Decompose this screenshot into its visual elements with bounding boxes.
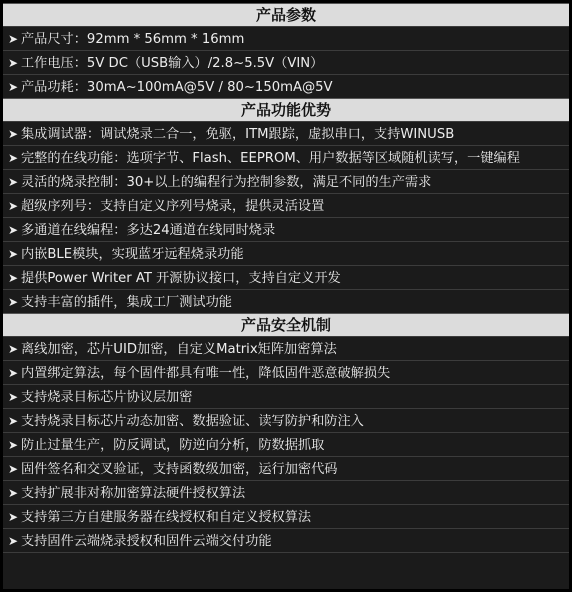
arrow-bullet-icon: ➤ (8, 56, 19, 70)
row-text: 支持扩展非对称加密算法硬件授权算法 (21, 486, 246, 501)
arrow-bullet-icon: ➤ (8, 462, 19, 476)
row-text: 灵活的烧录控制：30+以上的编程行为控制参数，满足不同的生产需求 (21, 175, 432, 190)
row-text: 超级序列号：支持自定义序列号烧录，提供灵活设置 (21, 199, 325, 214)
security-row (3, 336, 569, 360)
arrow-bullet-icon: ➤ (8, 438, 19, 452)
row-text: 固件签名和交叉验证，支持函数级加密，运行加密代码 (21, 462, 338, 477)
arrow-bullet-icon: ➤ (8, 534, 19, 548)
feature-row (3, 289, 569, 313)
arrow-bullet-icon: ➤ (8, 151, 19, 165)
security-row (3, 360, 569, 384)
feature-row (3, 145, 569, 169)
arrow-bullet-icon: ➤ (8, 175, 19, 189)
spec-row (3, 26, 569, 50)
row-text: 支持烧录目标芯片协议层加密 (21, 390, 193, 405)
arrow-bullet-icon: ➤ (8, 390, 19, 404)
arrow-bullet-icon: ➤ (8, 127, 19, 141)
security-row (3, 432, 569, 456)
spec-table (3, 3, 569, 589)
arrow-bullet-icon: ➤ (8, 199, 19, 213)
arrow-bullet-icon: ➤ (8, 271, 19, 285)
row-text: 防止过量生产，防反调试，防逆向分析，防数据抓取 (21, 438, 325, 453)
row-text: 支持固件云端烧录授权和固件云端交付功能 (21, 534, 272, 549)
arrow-bullet-icon: ➤ (8, 247, 19, 261)
arrow-bullet-icon: ➤ (8, 486, 19, 500)
security-row (3, 384, 569, 408)
table-bottom (3, 552, 569, 589)
security-row (3, 528, 569, 552)
security-row (3, 504, 569, 528)
section-title-features: 产品功能优势 (3, 98, 569, 121)
security-row (3, 456, 569, 480)
feature-row (3, 169, 569, 193)
arrow-bullet-icon: ➤ (8, 510, 19, 524)
row-text: 离线加密，芯片UID加密，自定义Matrix矩阵加密算法 (21, 342, 337, 357)
row-text: 内嵌BLE模块，实现蓝牙远程烧录功能 (21, 247, 244, 262)
arrow-bullet-icon: ➤ (8, 414, 19, 428)
arrow-bullet-icon: ➤ (8, 342, 19, 356)
row-text: 产品尺寸：92mm * 56mm * 16mm (21, 32, 245, 47)
feature-row (3, 193, 569, 217)
row-text: 提供Power Writer AT 开源协议接口，支持自定义开发 (21, 271, 341, 286)
security-row (3, 480, 569, 504)
arrow-bullet-icon: ➤ (8, 223, 19, 237)
arrow-bullet-icon: ➤ (8, 295, 19, 309)
row-text: 支持第三方自建服务器在线授权和自定义授权算法 (21, 510, 312, 525)
section-title-security: 产品安全机制 (3, 313, 569, 336)
feature-row (3, 121, 569, 145)
arrow-bullet-icon: ➤ (8, 366, 19, 380)
security-row (3, 408, 569, 432)
feature-row (3, 265, 569, 289)
row-text: 支持丰富的插件，集成工厂测试功能 (21, 295, 232, 310)
feature-row (3, 241, 569, 265)
feature-row (3, 217, 569, 241)
spec-row (3, 50, 569, 74)
arrow-bullet-icon: ➤ (8, 32, 19, 46)
row-text: 内置绑定算法，每个固件都具有唯一性，降低固件恶意破解损失 (21, 366, 391, 381)
section-title-specs: 产品参数 (3, 3, 569, 26)
row-text: 多通道在线编程：多达24通道在线同时烧录 (21, 223, 276, 238)
spec-row (3, 74, 569, 98)
row-text: 产品功耗：30mA~100mA@5V / 80~150mA@5V (21, 80, 333, 95)
row-text: 完整的在线功能：选项字节、Flash、EEPROM、用户数据等区域随机读写，一键编程 (21, 151, 520, 166)
row-text: 支持烧录目标芯片动态加密、数据验证、读写防护和防注入 (21, 414, 364, 429)
row-text: 集成调试器：调试烧录二合一，免驱，ITM跟踪，虚拟串口，支持WINUSB (21, 127, 455, 142)
row-text: 工作电压：5V DC（USB输入）/2.8~5.5V（VIN） (21, 56, 324, 71)
arrow-bullet-icon: ➤ (8, 80, 19, 94)
